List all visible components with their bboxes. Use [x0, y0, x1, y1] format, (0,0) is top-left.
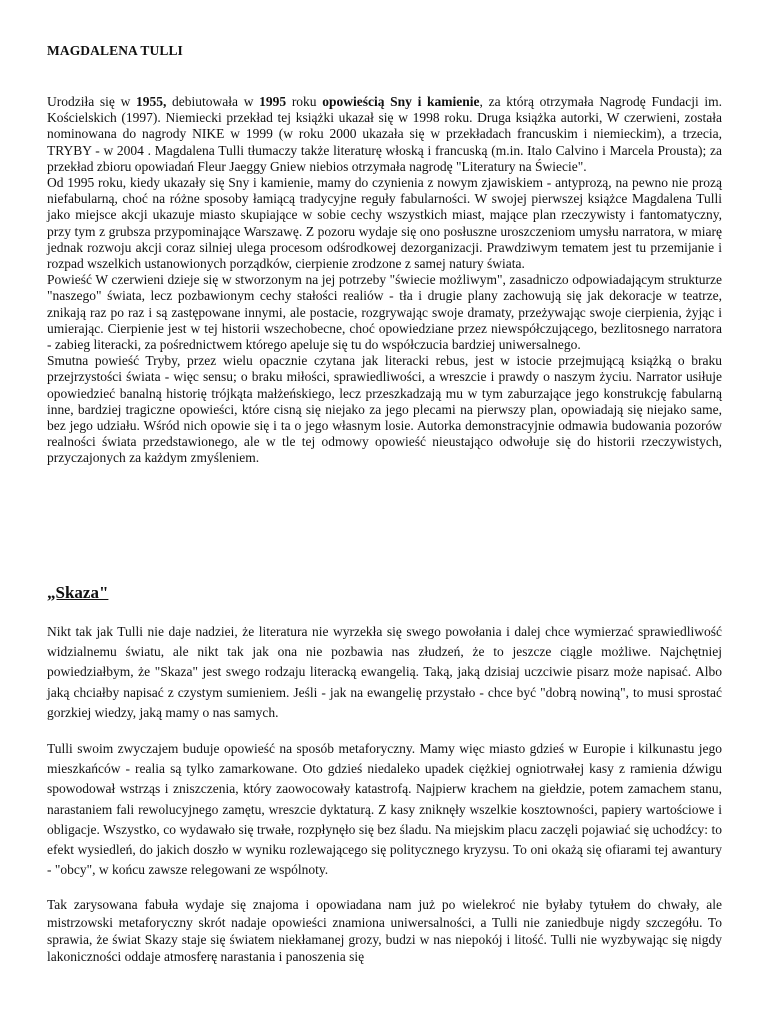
debut-year: 1995 — [259, 94, 287, 109]
author-bio — [47, 94, 722, 467]
review-paragraph-1: Nikt tak jak Tulli nie daje nadziei, że literatura nie wyrzekła się swego powołania i dalej chce wymierzać sprawiedliwość widzialnemu światu, ale nikt tak jak ona nie pozbawia nas złudzeń, że to jeszcze ciągle możliwe. Najchętniej powiedziałbym, że "Skaza" jest swego rodzaju literacką ewangelią. Taką, jaką dzisiaj uczciwie pisarz może napisać. Albo jaką chciałby napisać z czystym sumieniem. Jeśli - jak na ewangelię przystało - chce być "dobrą nowiną", to musi sprostać gorzkiej wiedzy, jaką mamy o nas samych. — [47, 624, 722, 720]
birth-year: 1955, — [136, 94, 167, 109]
author-title: MAGDALENA TULLI — [47, 43, 183, 58]
review-body — [47, 622, 722, 966]
debut-work: opowieścią Sny i kamienie — [322, 94, 480, 109]
review-paragraph-2: Tulli swoim zwyczajem buduje opowieść na sposób metaforyczny. Mamy więc miasto gdzieś w Europie i kilkunastu jego mieszkańców - realia są tylko zamarkowane. Oto gdzieś niedaleko upadek ciężkiej ogniotrwałej kasy z ramienia dźwigu spowodował wstrząs i zniszczenia, który zaowocowały katastrofą. Najpierw krachem na giełdzie, potem zamachem stanu, narastaniem fali rewolucyjnego zamętu, wreszcie dyktaturą. Z kasy zniknęły wszelkie kosztowności, papiery wartościowe i obligacje. Wszystko, co wydawało się trwałe, rozpłynęło się bez śladu. Na miejskim placu zaczęli pojawiać się uchodźcy: to efekt wysiedleń, do jakich doszło w wyniku rozlewającego się politycznego kryzysu. To oni okażą się ofiarami tej awantury - "obcy", w końcu zawsze relegowani ze wspólnoty. — [47, 741, 722, 878]
bio-paragraph-3: Powieść W czerwieni dzieje się w stworzonym na jej potrzeby "świecie możliwym", zasadniczo odpowiadającym strukturze "naszego" świata, lecz pozbawionym cechy stałości realiów - tła i drugie plany zachowują się jak dekoracje w teatrze, znikają raz po raz i są zastępowane innymi, ale postacie, rozgrywając swoje dramaty, przeżywając swoje cierpienia, żyjąc i umierając. Cierpienie jest w tej historii wszechobecne, choć opowiedziane przez niewspółczującego, bezlitosnego narratora - zabieg literacki, za pośrednictwem którego apeluje się tu do współczucia bardziej uniwersalnego. — [47, 272, 722, 353]
bio-paragraph-2: Od 1995 roku, kiedy ukazały się Sny i kamienie, mamy do czynienia z nowym zjawiskiem - antyprozą, na pewno nie prozą niefabularną, choć na różne sposoby łamiącą tradycyjne reguły fabularności. W swojej pierwszej książce Magdalena Tulli jako miejsce akcji ukazuje miasto skupiające w sobie cechy wszystkich miast, mające plan rzeczywisty i fantomatyczny, przy tym z grubsza przypominające Warszawę. Z pozoru wydaje się ono posłuszne uroszczeniom umysłu narratora, w miarę jednak rozwoju akcji coraz silniej ulega procesom odśrodkowej dezorganizacji. Prawdziwym tematem jest tu przemijanie i rozpad wszelkich ustanowionych porządków, cierpienie zrodzone z samej natury świata. — [47, 175, 722, 272]
bio-paragraph-4: Smutna powieść Tryby, przez wielu opacznie czytana jak literacki rebus, jest w istocie przejmującą książką o braku przejrzystości świata - więc sensu; o braku miłości, sprawiedliwości, a wreszcie i prawdy o naszym życiu. Narrator usiłuje opowiedzieć banalną historię trójkąta małżeńskiego, lecz przeszkadzają mu w tym zaburzające jego konstrukcję fabularną inne, bardziej tragiczne opowieści, które cisną się niejako za jego plecami na pierwszy plan, opowiadają się niejako same, bez jego udziału. Wśród nich opowie się i ta o jego własnym losie. Autorka demonstracyjnie odmawia budowania pozorów realności świata przedstawionego, ale w tle tej odmowy opowieść nieustająco odwołuje się do historii rzeczywistych, przyczajonych za każdym zmyśleniem. — [47, 353, 722, 466]
section-heading: „Skaza" — [47, 583, 109, 602]
bio-paragraph-1: Urodziła się w 1955, debiutowała w 1995 roku opowieścią Sny i kamienie, za którą otrzymała Nagrodę Fundacji im. Kościelskich (1997). Niemiecki przekład tej książki ukazał się w 1998 roku. Druga książka autorki, W czerwieni, została nominowana do nagrody NIKE w 1999 (w roku 2000 ukazała się w przekładach francuskim i niemieckim), a trzecia, TRYBY - w 2004 . Magdalena Tulli tłumaczy także literaturę włoską i francuską (m.in. Italo Calvino i Marcela Prousta); za przekład zbioru opowiadań Fleur Jaeggy Gniew niebios otrzymała nagrodę "Literatury na Świecie". — [47, 94, 723, 174]
review-paragraph-3: Tak zarysowana fabuła wydaje się znajoma i opowiadana nam już po wielekroć nie byłaby tytułem do chwały, ale mistrzowski metaforyczny skrót nadaje opowieści znamiona uniwersalności, a Tulli nie zaniedbuje nigdy szczegółu. To sprawia, że świat Skazy staje się światem niekłamanej grozy, budzi w nas niepokój i litość. Tulli nie wyzbywając się nigdy lakoniczności oddaje atmosferę narastania i panoszenia się — [47, 897, 722, 965]
